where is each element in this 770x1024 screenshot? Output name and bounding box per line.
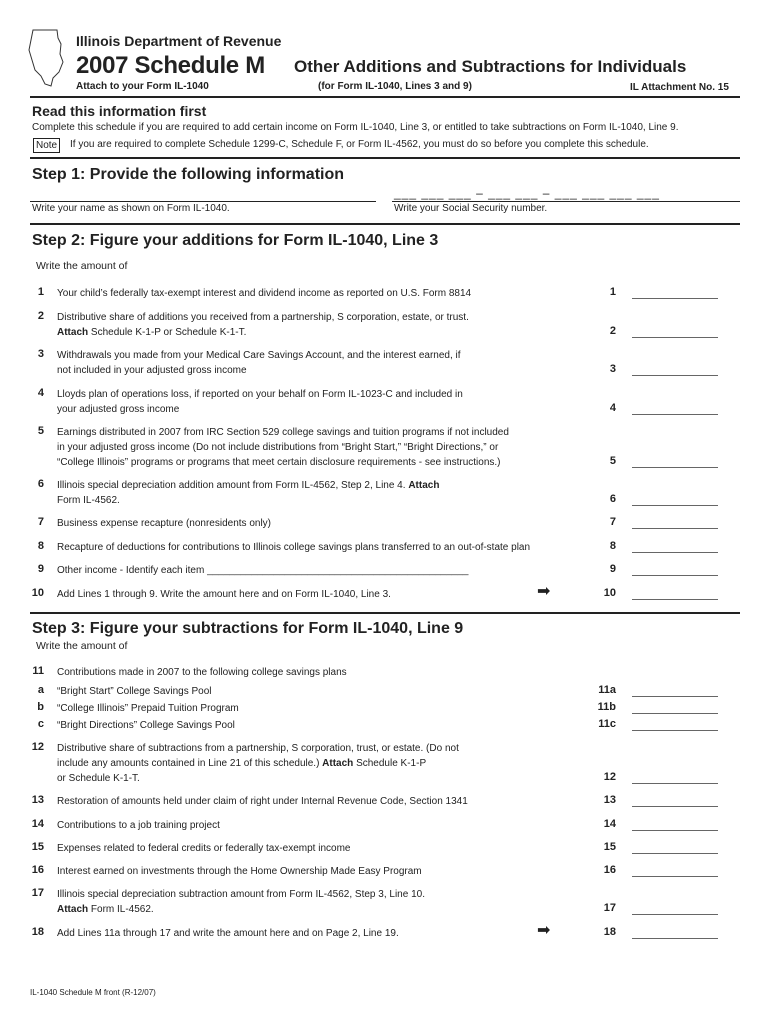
attach-instruction: Attach to your Form IL-1040	[76, 81, 209, 92]
line-label: 4	[609, 402, 616, 414]
line-text: Your child’s federally tax-exempt interest and dividend income as reported on U.S. Form 8814	[57, 288, 472, 299]
line-label: 5	[609, 455, 616, 467]
line-text: Form IL-4562.	[57, 495, 120, 506]
line-text: Illinois special depreciation subtraction amount from Form IL-4562, Step 3, Line 10.	[57, 889, 425, 900]
department-name: Illinois Department of Revenue	[76, 33, 282, 49]
line-label: 7	[609, 516, 616, 528]
line-number: 12	[31, 741, 44, 753]
line-17-amount-field[interactable]	[632, 914, 718, 915]
note-text: If you are required to complete Schedule 1299-C, Schedule F, or Form IL-4562, you must do so before you complete this schedule.	[70, 139, 649, 150]
line-number: 3	[37, 348, 44, 360]
line-text: Recapture of deductions for contributions to Illinois college savings plans transferred to an out-of-state plan	[57, 542, 531, 553]
line-text: your adjusted gross income	[57, 404, 180, 415]
arrow-right-icon: ➡	[537, 922, 551, 939]
line-text: “College Illinois” Prepaid Tuition Program	[57, 703, 239, 714]
line-text: Interest earned on investments through the Home Ownership Made Easy Program	[57, 866, 422, 877]
line-number: 10	[31, 587, 44, 599]
line-text: or Schedule K-1-T.	[57, 773, 140, 784]
line-text: Add Lines 11a through 17 and write the amount here and on Page 2, Line 19.	[57, 928, 399, 939]
header-divider	[30, 96, 740, 98]
name-input[interactable]	[30, 201, 376, 202]
line-4-amount-field[interactable]	[632, 414, 718, 415]
line-text: include any amounts contained in Line 21 of this schedule.) Attach Schedule K-1-P	[57, 758, 427, 769]
step1-divider	[30, 223, 740, 225]
line-label: 10	[603, 587, 616, 599]
line-text-attach: Attach Schedule K-1-P or Schedule K-1-T.	[57, 327, 247, 338]
line-number: 14	[31, 818, 44, 830]
line-9-amount-field[interactable]	[632, 575, 718, 576]
line-text: Earnings distributed in 2007 from IRC Section 529 college savings and tuition programs if not included	[57, 427, 509, 438]
line-label: 11c	[598, 718, 616, 730]
line-label: 3	[609, 363, 616, 375]
line-text: Attach Form IL-4562.	[57, 904, 154, 915]
line-label: 12	[603, 771, 616, 783]
attachment-number: IL Attachment No. 15	[630, 82, 729, 93]
line-text: Restoration of amounts held under claim of right under Internal Revenue Code, Section 1341	[57, 796, 468, 807]
step2-divider	[30, 612, 740, 614]
line-label: 17	[603, 902, 616, 914]
ssn-input[interactable]	[392, 201, 740, 202]
line-number: 13	[31, 794, 44, 806]
line-11a-amount-field[interactable]	[632, 696, 718, 697]
line-number: 1	[37, 286, 44, 298]
line-label: 6	[609, 493, 616, 505]
line-text: Lloyds plan of operations loss, if reported on your behalf on Form IL-1023-C and included in	[57, 389, 463, 400]
read-first-heading: Read this information first	[32, 103, 207, 119]
line-text: Contributions made in 2007 to the following college savings plans	[57, 667, 347, 678]
line-label: 18	[603, 926, 616, 938]
schedule-subtitle: Other Additions and Subtractions for Individuals	[294, 57, 687, 76]
line-1-amount-field[interactable]	[632, 298, 718, 299]
line-text: Other income - Identify each item _______________________________________________	[57, 565, 469, 576]
line-text: Illinois special depreciation addition amount from Form IL-4562, Step 2, Line 4. Attach	[57, 480, 440, 491]
line-15-amount-field[interactable]	[632, 853, 718, 854]
line-label: 8	[609, 540, 616, 552]
line-label: 11a	[598, 684, 616, 696]
sub-letter: a	[37, 684, 44, 696]
line-7-amount-field[interactable]	[632, 528, 718, 529]
line-text: Distributive share of additions you received from a partnership, S corporation, estate, or trust.	[57, 312, 469, 323]
line-12-amount-field[interactable]	[632, 783, 718, 784]
sub-letter: c	[37, 718, 44, 730]
line-number: 18	[31, 926, 44, 938]
ssn-caption: Write your Social Security number.	[394, 203, 548, 214]
line-label: 13	[603, 794, 616, 806]
illinois-state-outline-icon	[27, 28, 65, 88]
line-text: Contributions to a job training project	[57, 820, 220, 831]
line-label: 2	[609, 325, 616, 337]
note-label: Note	[33, 138, 60, 153]
line-text: Business expense recapture (nonresidents only)	[57, 518, 272, 529]
line-label: 16	[603, 864, 616, 876]
line-3-amount-field[interactable]	[632, 375, 718, 376]
line-number: 7	[37, 516, 44, 528]
form-footer: IL-1040 Schedule M front (R-12/07)	[30, 988, 156, 997]
line-13-amount-field[interactable]	[632, 806, 718, 807]
line-number: 8	[37, 540, 44, 552]
line-text: Add Lines 1 through 9. Write the amount here and on Form IL-1040, Line 3.	[57, 589, 391, 600]
name-caption: Write your name as shown on Form IL-1040.	[32, 203, 230, 214]
line-text: Distributive share of subtractions from a partnership, S corporation, trust, or estate. (Do not	[57, 743, 459, 754]
line-text: “Bright Directions” College Savings Pool	[57, 720, 235, 731]
step1-title: Step 1: Provide the following information	[32, 166, 345, 183]
line-text: “College Illinois” programs or programs that meet certain disclosure requirements - see instructions.)	[57, 457, 501, 468]
line-text: Expenses related to federal credits or federally tax-exempt income	[57, 843, 351, 854]
step2-write-amount: Write the amount of	[36, 260, 128, 272]
line-number: 4	[37, 387, 44, 399]
line-8-amount-field[interactable]	[632, 552, 718, 553]
line-label: 9	[609, 563, 616, 575]
step2-title: Step 2: Figure your additions for Form IL-1040, Line 3	[32, 232, 439, 249]
step3-title: Step 3: Figure your subtractions for Form IL-1040, Line 9	[32, 620, 464, 637]
line-label: 11b	[597, 701, 616, 713]
line-number: 5	[37, 425, 44, 437]
line-16-amount-field[interactable]	[632, 876, 718, 877]
line-number: 15	[31, 841, 44, 853]
arrow-right-icon: ➡	[537, 583, 551, 600]
step3-write-amount: Write the amount of	[36, 640, 128, 652]
line-number: 2	[37, 310, 44, 322]
line-text: not included in your adjusted gross income	[57, 365, 247, 376]
line-text: “Bright Start” College Savings Pool	[57, 686, 212, 697]
line-number: 9	[37, 563, 44, 575]
sub-letter: b	[37, 701, 44, 713]
line-number: 16	[31, 864, 44, 876]
line-6-amount-field[interactable]	[632, 505, 718, 506]
line-number: 6	[37, 478, 44, 490]
complete-instruction: Complete this schedule if you are required to add certain income on Form IL-1040, Line 3, or entitled to take subtractions on Form IL-1040, Line 9.	[32, 122, 679, 133]
line-text: in your adjusted gross income (Do not include distributions from “Bright Start,” “Bright Directions,” or	[57, 442, 499, 453]
ssn-pattern: ___ ___ ___ – ___ ___ – ___ ___ ___ ___	[394, 186, 660, 200]
line-11b-amount-field[interactable]	[632, 713, 718, 714]
schedule-title: 2007 Schedule M	[76, 52, 265, 79]
line-5-amount-field[interactable]	[632, 467, 718, 468]
line-14-amount-field[interactable]	[632, 830, 718, 831]
intro-divider	[30, 157, 740, 159]
line-label: 15	[603, 841, 616, 853]
line-number: 11	[32, 665, 44, 677]
for-form-lines: (for Form IL-1040, Lines 3 and 9)	[318, 81, 472, 92]
line-text: Withdrawals you made from your Medical Care Savings Account, and the interest earned, if	[57, 350, 461, 361]
line-10-amount-field[interactable]	[632, 599, 718, 600]
line-label: 1	[609, 286, 616, 298]
line-11c-amount-field[interactable]	[632, 730, 718, 731]
line-label: 14	[603, 818, 616, 830]
line-18-amount-field[interactable]	[632, 938, 718, 939]
line-number: 17	[31, 887, 44, 899]
line-2-amount-field[interactable]	[632, 337, 718, 338]
